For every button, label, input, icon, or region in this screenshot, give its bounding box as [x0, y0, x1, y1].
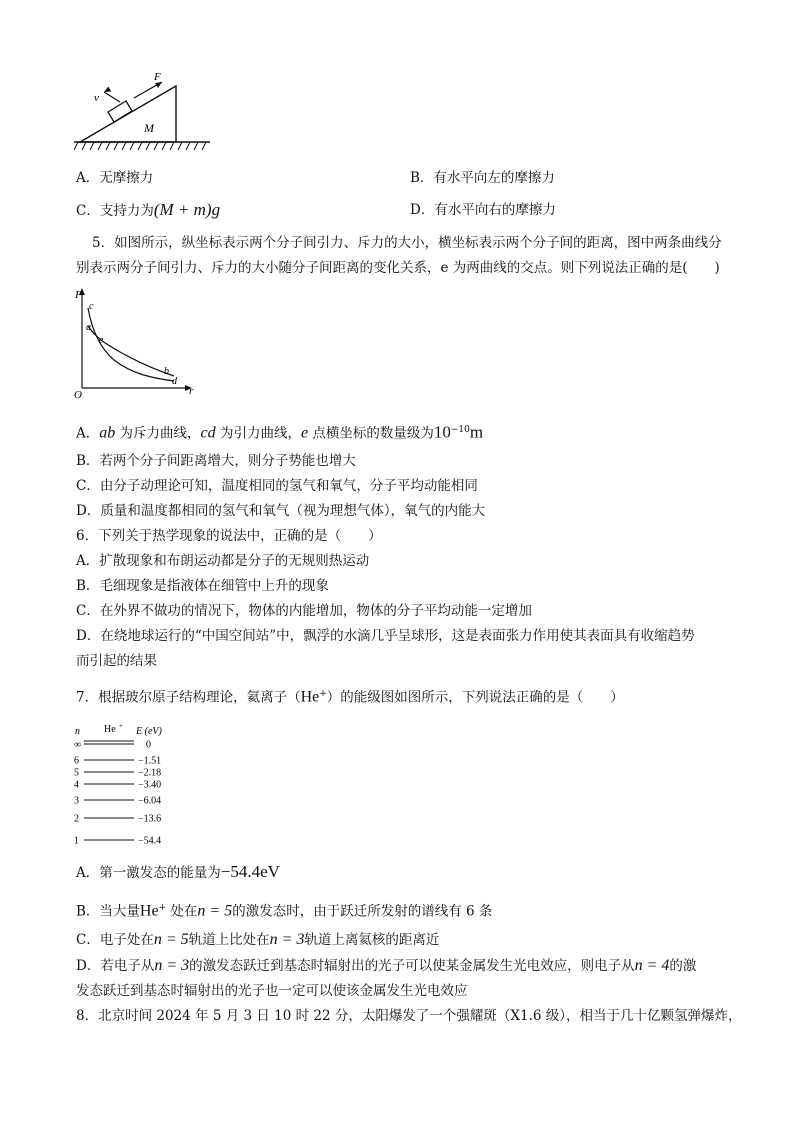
q7-stem-sup: +	[319, 689, 327, 699]
q7-stem-ion: He	[300, 688, 320, 706]
q7-c-suffix: 轨道上离氦核的距离近	[304, 932, 440, 948]
q6-option-d-line1: D．在绕地球运行的“中国空间站”中，飘浮的水滴几乎呈球形，这是表面张力作用使其表面具有收缩趋势	[76, 628, 695, 644]
q5-a-cd: cd	[200, 424, 216, 442]
energy-header: E (eV)	[136, 726, 162, 737]
q4-option-b: B．有水平向左的摩擦力	[410, 170, 555, 186]
axis-F-label: F	[75, 289, 82, 301]
energy-level-value: −6.04	[138, 795, 162, 807]
energy-level-n: 3	[74, 795, 79, 807]
q7-a-val: −54.4eV	[220, 862, 280, 881]
energy-level-diagram	[72, 722, 182, 852]
q7-b-eq: n = 5	[197, 902, 233, 920]
q7-stem-prefix: 7．根据玻尔原子结构理论，氦离子（	[76, 689, 301, 706]
energy-level-n: 4	[74, 779, 79, 791]
q7-c-eq2: n = 3	[269, 931, 305, 948]
q5-stem-line2: 别表示两分子间引力、斥力的大小随分子间距离的变化关系，e 为两曲线的交点。则下列说法正确的是( )	[76, 260, 720, 276]
q7-b-mid: 处在	[166, 903, 198, 920]
q7-d-mid: 的激发态跃迁到基态时辐射出的光子可以使某金属发生光电效应，则电子从	[189, 958, 635, 974]
curve-label-e: e	[99, 335, 104, 346]
q5-a-ab: ab	[99, 424, 116, 442]
q7-stem-suffix: ）的能级图如图所示，下列说法正确的是（ ）	[326, 689, 624, 706]
q5-a-exp: −10	[450, 425, 470, 435]
q6-option-d-line2: 而引起的结果	[76, 653, 157, 669]
energy-level-n: ∞	[74, 739, 82, 751]
energy-level-value: −54.4	[138, 835, 162, 847]
energy-level-n: 2	[74, 813, 79, 825]
q7-c-mid: 轨道上比处在	[188, 932, 270, 948]
q7-option-d-line2: 发态跃迁到基态时辐射出的光子也一定可以使该金属发生光电效应	[76, 983, 468, 999]
q5-a-val: 10	[433, 422, 451, 442]
q4-option-a: A．无摩擦力	[76, 170, 154, 186]
q6-option-c: C．在外界不做功的情况下，物体的内能增加，物体的分子平均动能一定增加	[76, 603, 532, 619]
q4-option-d: D．有水平向右的摩擦力	[410, 202, 556, 218]
q5-stem-line1: 5．如图所示，纵坐标表示两个分子间引力、斥力的大小，横坐标表示两个分子间的距离，图中两条曲线分	[92, 235, 722, 251]
curve-label-d: d	[172, 376, 177, 387]
q7-d-tail: 的激	[669, 958, 697, 974]
q7-option-b	[76, 898, 492, 922]
q7-d-eq1: n = 3	[154, 957, 190, 974]
q4-option-c-formula: (M + m)g	[153, 200, 221, 219]
incline-figure	[74, 68, 214, 156]
q5-option-b: B．若两个分子间距离增大，则分子势能也增大	[76, 453, 356, 469]
q5-a-mid1: 为斥力曲线，	[115, 425, 201, 442]
q4-option-c-text: C．支持力为	[76, 203, 154, 219]
curve-label-b: b	[164, 366, 169, 377]
energy-level-value: −3.40	[138, 779, 162, 791]
energy-level-n: 6	[74, 755, 79, 767]
q5-a-mid3: 点横坐标的数量级为	[308, 425, 434, 442]
label-v: v	[94, 92, 99, 104]
q5-option-c: C．由分子动理论可知，温度相同的氢气和氧气，分子平均动能相同	[76, 478, 478, 494]
q7-b-prefix: B．当大量	[76, 903, 140, 920]
q5-option-a	[76, 420, 483, 444]
q7-option-a	[76, 862, 280, 883]
q6-option-b: B．毛细现象是指液体在细管中上升的现象	[76, 578, 329, 594]
ion-header: He	[104, 724, 116, 735]
q7-c-eq1: n = 5	[153, 931, 189, 948]
q7-stem	[76, 684, 624, 708]
q7-b-suffix: 的激发态时，由于跃迁所发射的谱线有 6 条	[232, 903, 493, 920]
q7-c-prefix: C．电子处在	[76, 932, 154, 948]
q7-option-c	[76, 930, 439, 950]
q5-a-e: e	[300, 424, 309, 442]
energy-level-value: −13.6	[138, 813, 162, 825]
q5-a-prefix: A．	[76, 425, 100, 442]
label-M: M	[144, 121, 154, 135]
curve-label-a: a	[86, 322, 91, 333]
n-header: n	[75, 726, 80, 737]
q7-b-sup: +	[158, 903, 167, 913]
q6-stem: 6．下列关于热学现象的说法中，正确的是（ ）	[76, 528, 382, 544]
force-distance-graph	[72, 286, 196, 400]
q7-d-eq2: n = 4	[634, 957, 670, 974]
q5-option-d: D．质量和温度都相同的氢气和氧气（视为理想气体），氧气的内能大	[76, 503, 486, 519]
q4-option-c	[76, 200, 220, 221]
q5-a-unit: m	[469, 422, 484, 442]
q8-stem: 8．北京时间 2024 年 5 月 3 日 10 时 22 分，太阳爆发了一个强耀斑（X1.6 级），相当于几十亿颗氢弹爆炸，	[76, 1008, 742, 1024]
curve-label-c: c	[89, 301, 94, 312]
origin-label: O	[74, 389, 82, 400]
energy-level-n: 1	[74, 835, 79, 847]
energy-level-n: 5	[74, 767, 79, 779]
ion-header-sup: +	[119, 722, 123, 730]
q7-b-ion: He	[139, 902, 159, 920]
energy-level-value: −2.18	[138, 767, 162, 779]
energy-level-value: −1.51	[138, 755, 162, 767]
q6-option-a: A．扩散现象和布朗运动都是分子的无规则热运动	[76, 553, 370, 569]
q7-a-prefix: A．第一激发态的能量为	[76, 865, 221, 881]
q7-option-d-line1	[76, 956, 696, 976]
q7-d-prefix: D．若电子从	[76, 958, 155, 974]
q5-a-mid2: 为引力曲线，	[215, 425, 301, 442]
energy-level-value: 0	[146, 739, 151, 751]
axis-r-label: r	[189, 385, 194, 397]
label-F: F	[154, 71, 161, 83]
